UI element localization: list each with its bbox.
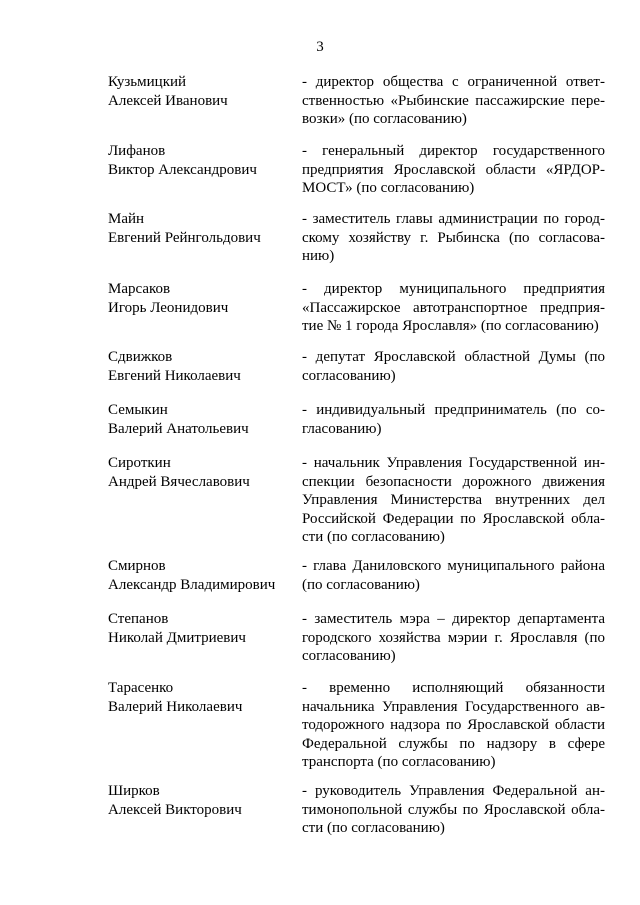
- person-name: [108, 73, 298, 110]
- position-description: - глава Даниловского муниципального района (по согласованию): [302, 558, 605, 593]
- person-name: [108, 557, 298, 594]
- person-name: [108, 142, 298, 179]
- given-names: Евгений Рейнгольдович: [108, 229, 261, 246]
- person-name: [108, 782, 298, 819]
- position-description: - депутат Ярославской областной Думы (по согласованию): [302, 349, 605, 384]
- person-name: [108, 348, 298, 385]
- person-name: [108, 610, 298, 647]
- position-description: - директор муниципального предприятия «Пассажирское автотранспортное предприя-тие № 1 города Ярославля» (по согласованию): [302, 281, 605, 334]
- position-description: - заместитель мэра – директор департамента городского хозяйства мэрии г. Ярославля (по согласованию): [302, 611, 605, 664]
- surname: Майн: [108, 211, 145, 227]
- given-names: Евгений Николаевич: [108, 367, 241, 384]
- person-name: [108, 454, 298, 491]
- given-names: Валерий Анатольевич: [108, 420, 249, 437]
- position-description: - заместитель главы администрации по город-скому хозяйству г. Рыбинска (по согласова-нию): [302, 211, 605, 264]
- position-description: - индивидуальный предприниматель (по со-гласованию): [302, 402, 605, 437]
- surname: Кузьмицкий: [108, 74, 187, 90]
- given-names: Виктор Александрович: [108, 161, 257, 178]
- surname: Тарасенко: [108, 680, 174, 696]
- surname: Сироткин: [108, 455, 171, 471]
- surname: Степанов: [108, 611, 169, 627]
- given-names: Андрей Вячеславович: [108, 473, 250, 490]
- surname: Лифанов: [108, 143, 166, 159]
- position-description: - директор общества с ограниченной ответ-ственностью «Рыбинские пассажирские пере-возки» (по согласованию): [302, 74, 605, 127]
- person-name: [108, 210, 298, 247]
- position-description: - начальник Управления Государственной ин-спекции безопасности дорожного движения Управления Министерства внутренних дел Российской Федерации по Ярославской обла-сти (по согласованию): [302, 455, 605, 545]
- position-description: - руководитель Управления Федеральной ан-тимонопольной службы по Ярославской обла-сти (по согласованию): [302, 783, 605, 836]
- given-names: Алексей Викторович: [108, 801, 242, 818]
- surname: Марсаков: [108, 281, 171, 297]
- person-name: [108, 679, 298, 716]
- surname: Ширков: [108, 783, 160, 799]
- given-names: Игорь Леонидович: [108, 299, 229, 316]
- given-names: Николай Дмитриевич: [108, 629, 246, 646]
- position-description: - генеральный директор государственного предприятия Ярославской области «ЯРДОР-МОСТ» (по согласованию): [302, 143, 605, 196]
- person-name: [108, 280, 298, 317]
- given-names: Алексей Иванович: [108, 92, 228, 109]
- given-names: Александр Владимирович: [108, 576, 276, 593]
- person-name: [108, 401, 298, 438]
- surname: Семыкин: [108, 402, 168, 418]
- surname: Сдвижков: [108, 349, 173, 365]
- page-number: 3: [316, 39, 324, 55]
- position-description: - временно исполняющий обязанности начальника Управления Государственного ав-тодорожного надзора по Ярославской области Федеральной службы по надзору в сфере транспорта (по согласованию): [302, 680, 605, 770]
- given-names: Валерий Николаевич: [108, 698, 243, 715]
- surname: Смирнов: [108, 558, 166, 574]
